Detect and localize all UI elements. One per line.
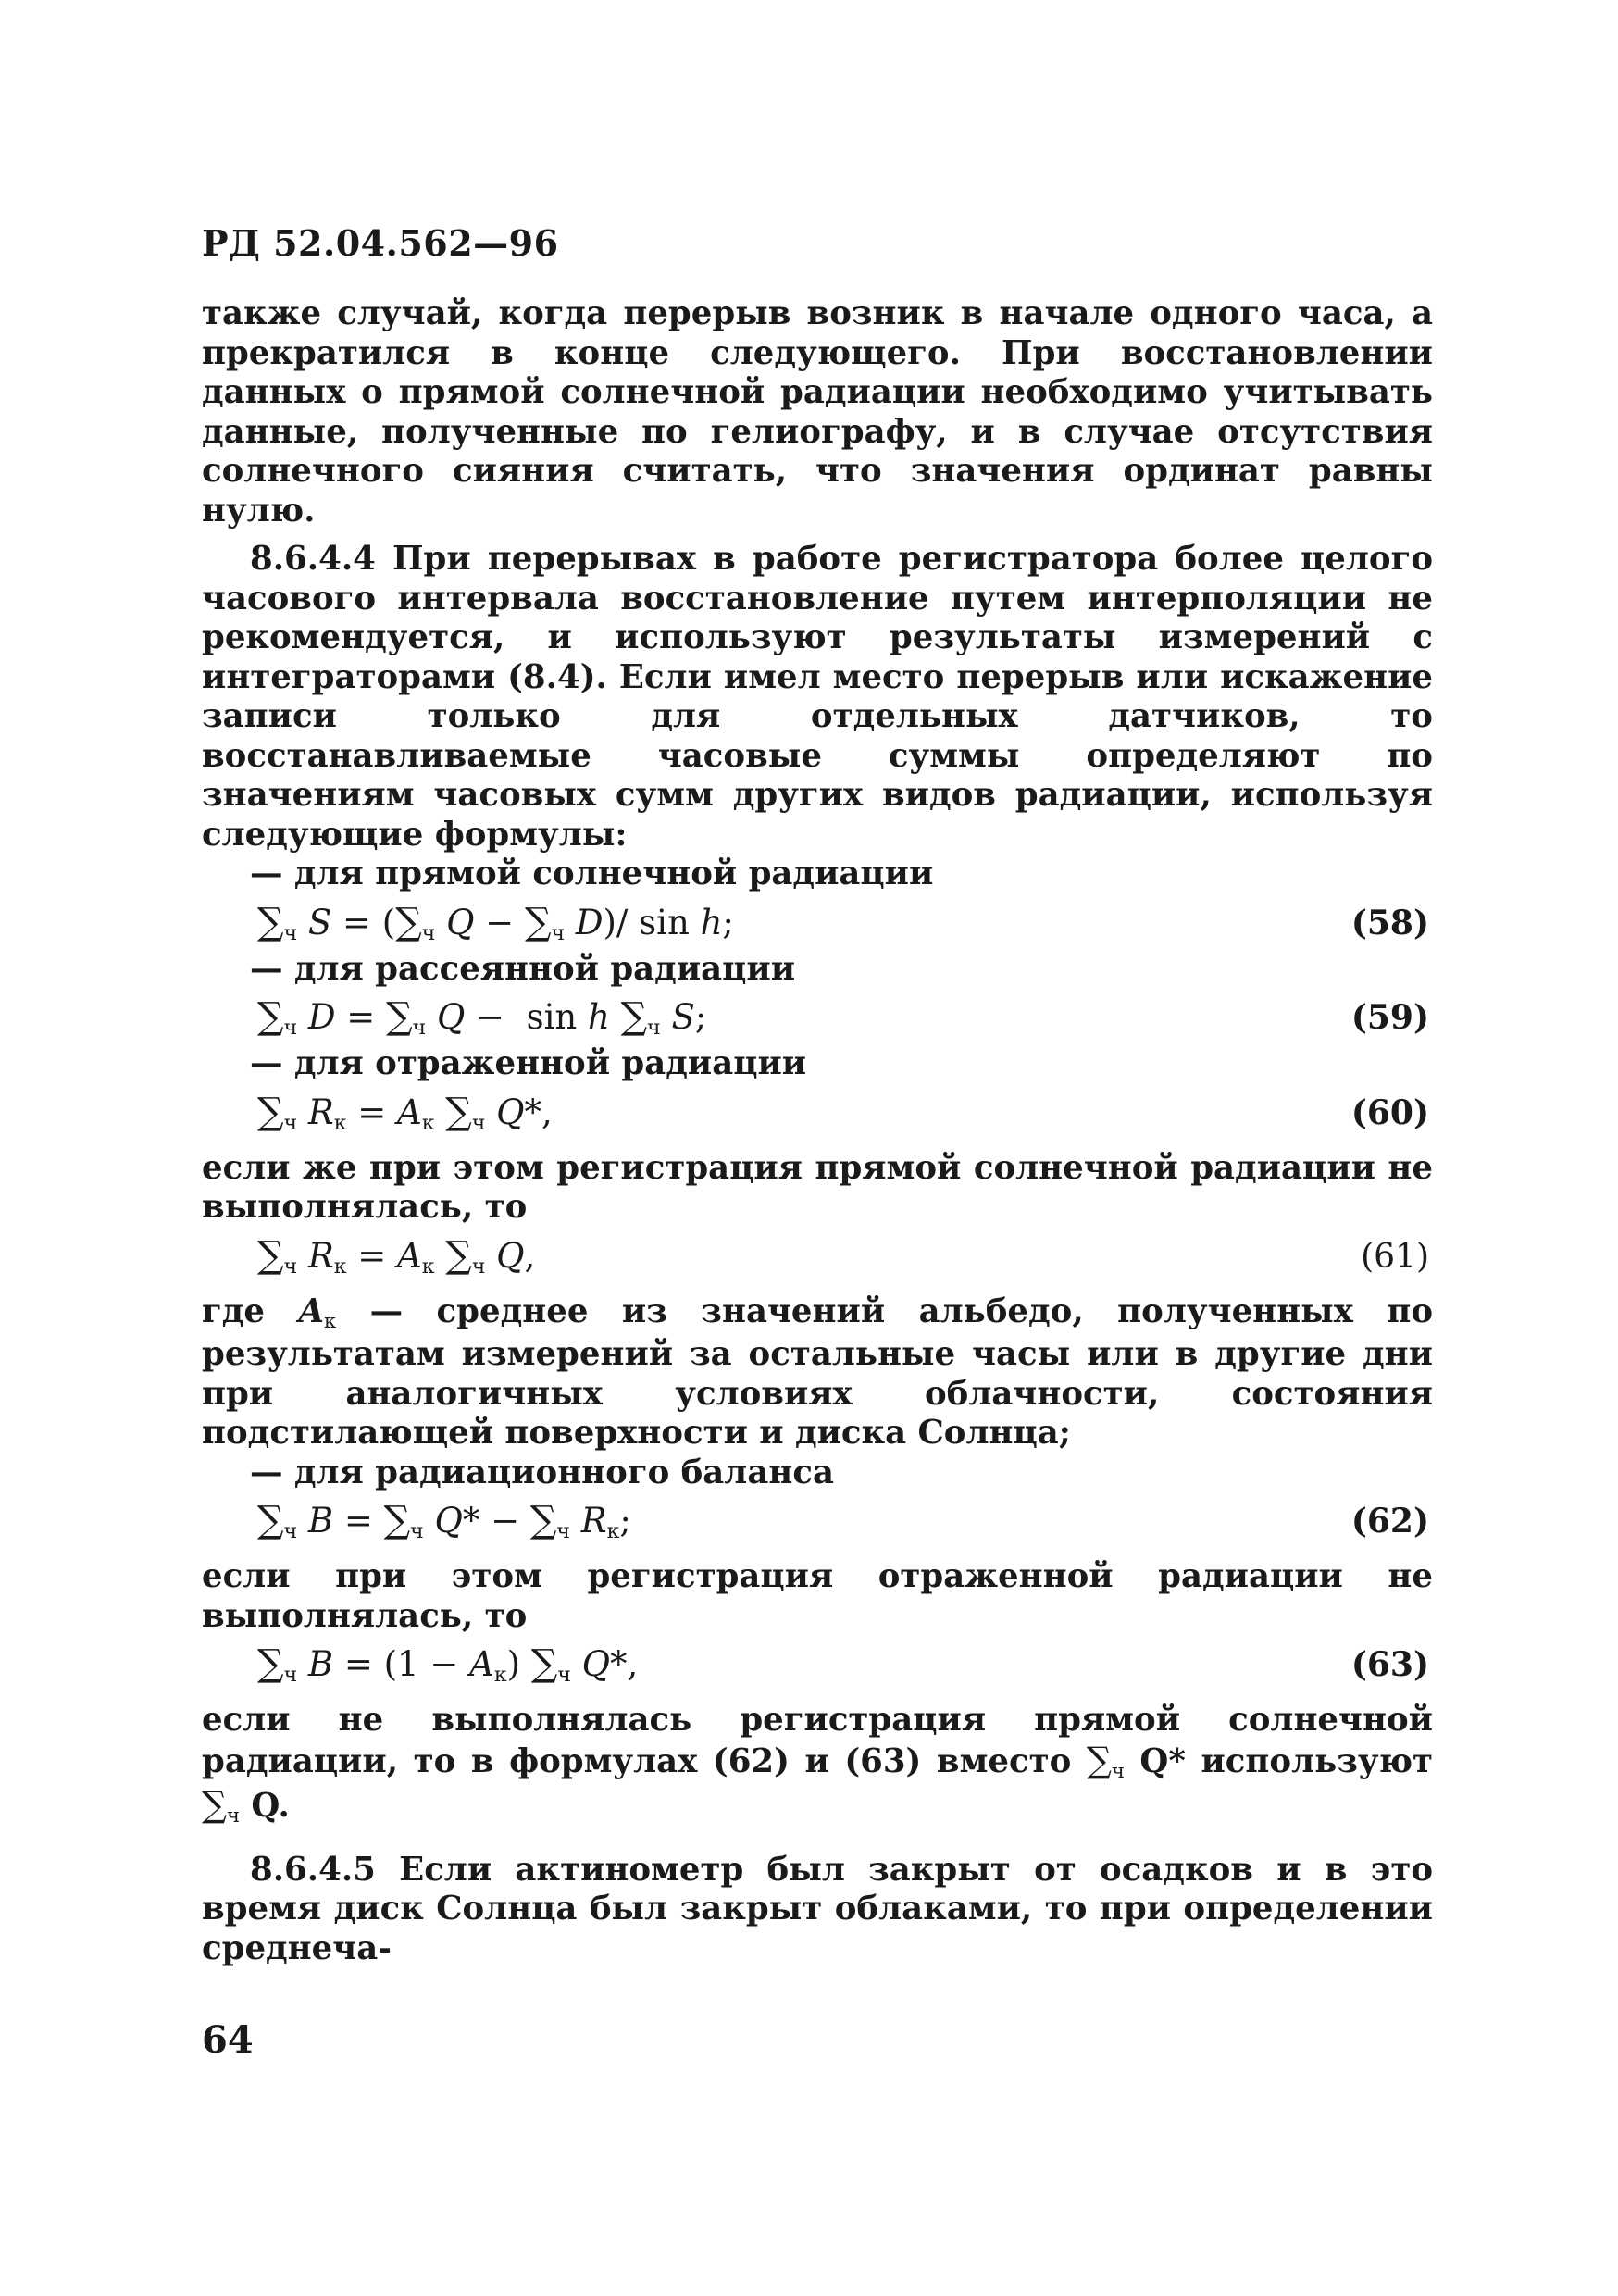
paragraph-no-reflected-registration: если при этом регистрация отраженной радиации не выполнялась, то (202, 1557, 1433, 1635)
formula-61 (202, 1228, 1433, 1283)
formula-59-number: (59) (1350, 998, 1429, 1037)
list-item-radiation-balance: — для радиационного баланса (250, 1453, 834, 1491)
list-item-reflected-radiation: — для отраженной радиации (250, 1044, 807, 1082)
paragraph-albedo-definition: где Aк — среднее из значений альбедо, полученных по результатам измерений за остальные часы или в другие дни при аналогичных условиях облачности, состояния подстилающей поверхности и диска Солнца; (202, 1292, 1433, 1452)
document-body (202, 294, 1433, 1968)
formula-63-number: (63) (1350, 1645, 1429, 1684)
paragraph-continuation: также случай, когда перерыв возник в начале одного часа, а прекратился в конце следующего. При восстановлении данных о прямой солнечной радиации необходимо учитывать данные, полученные по гелиографу, и в случае отсутствия солнечного сияния считать, что значения ординат равны нулю. (202, 294, 1433, 530)
list-item-direct-radiation: — для прямой солнечной радиации (250, 855, 934, 892)
list-item-diffuse-radiation: — для рассеянной радиации (250, 949, 796, 988)
paragraph-8-6-4-5: 8.6.4.5 Если актинометр был закрыт от осадков и в это время диск Солнца был закрыт облаками, то при определении среднеча- (202, 1850, 1433, 1967)
formula-58-expression: ∑ч S = (∑ч Q − ∑ч D)/ sin h; (257, 900, 734, 945)
formula-58 (202, 894, 1433, 950)
formula-60-number: (60) (1350, 1092, 1429, 1132)
formula-59 (202, 989, 1433, 1044)
paragraph-8-6-4-4: 8.6.4.4 При перерывах в работе регистратора более целого часового интервала восстановление путем интерполяции не рекомендуется, и используют результаты измерений с интеграторами (8.4). Если имел место перерыв или искажение записи только для отдельных датчиков, то восстанавливаемые часовые суммы определяют по значениям часовых сумм других видов радиации, используя следующие формулы: (202, 540, 1433, 854)
formula-62-expression: ∑ч B = ∑ч Q* − ∑ч Rк; (257, 1499, 631, 1543)
formula-61-expression: ∑ч Rк = Aк ∑ч Q, (257, 1233, 536, 1279)
paragraph-substitution-note: если не выполнялась регистрация прямой солнечной радиации, то в формулах (62) и (63) вместо ∑ч Q* используют ∑ч Q. (202, 1701, 1433, 1827)
formula-62 (202, 1492, 1433, 1548)
page-number: 64 (202, 2018, 254, 2062)
document-code-header: РД 52.04.562—96 (202, 222, 559, 264)
formula-61-number: (61) (1361, 1237, 1429, 1276)
formula-63-expression: ∑ч B = (1 − Aк) ∑ч Q*, (257, 1642, 639, 1687)
formula-63 (202, 1636, 1433, 1691)
formula-62-number: (62) (1350, 1502, 1429, 1541)
formula-59-expression: ∑ч D = ∑ч Q − sin h ∑ч S; (257, 995, 707, 1040)
paragraph-no-direct-registration: если же при этом регистрация прямой солнечной радиации не выполнялась, то (202, 1148, 1433, 1226)
formula-60-expression: ∑ч Rк = Aк ∑ч Q*, (257, 1090, 553, 1135)
formula-58-number: (58) (1350, 903, 1429, 942)
formula-60 (202, 1084, 1433, 1140)
